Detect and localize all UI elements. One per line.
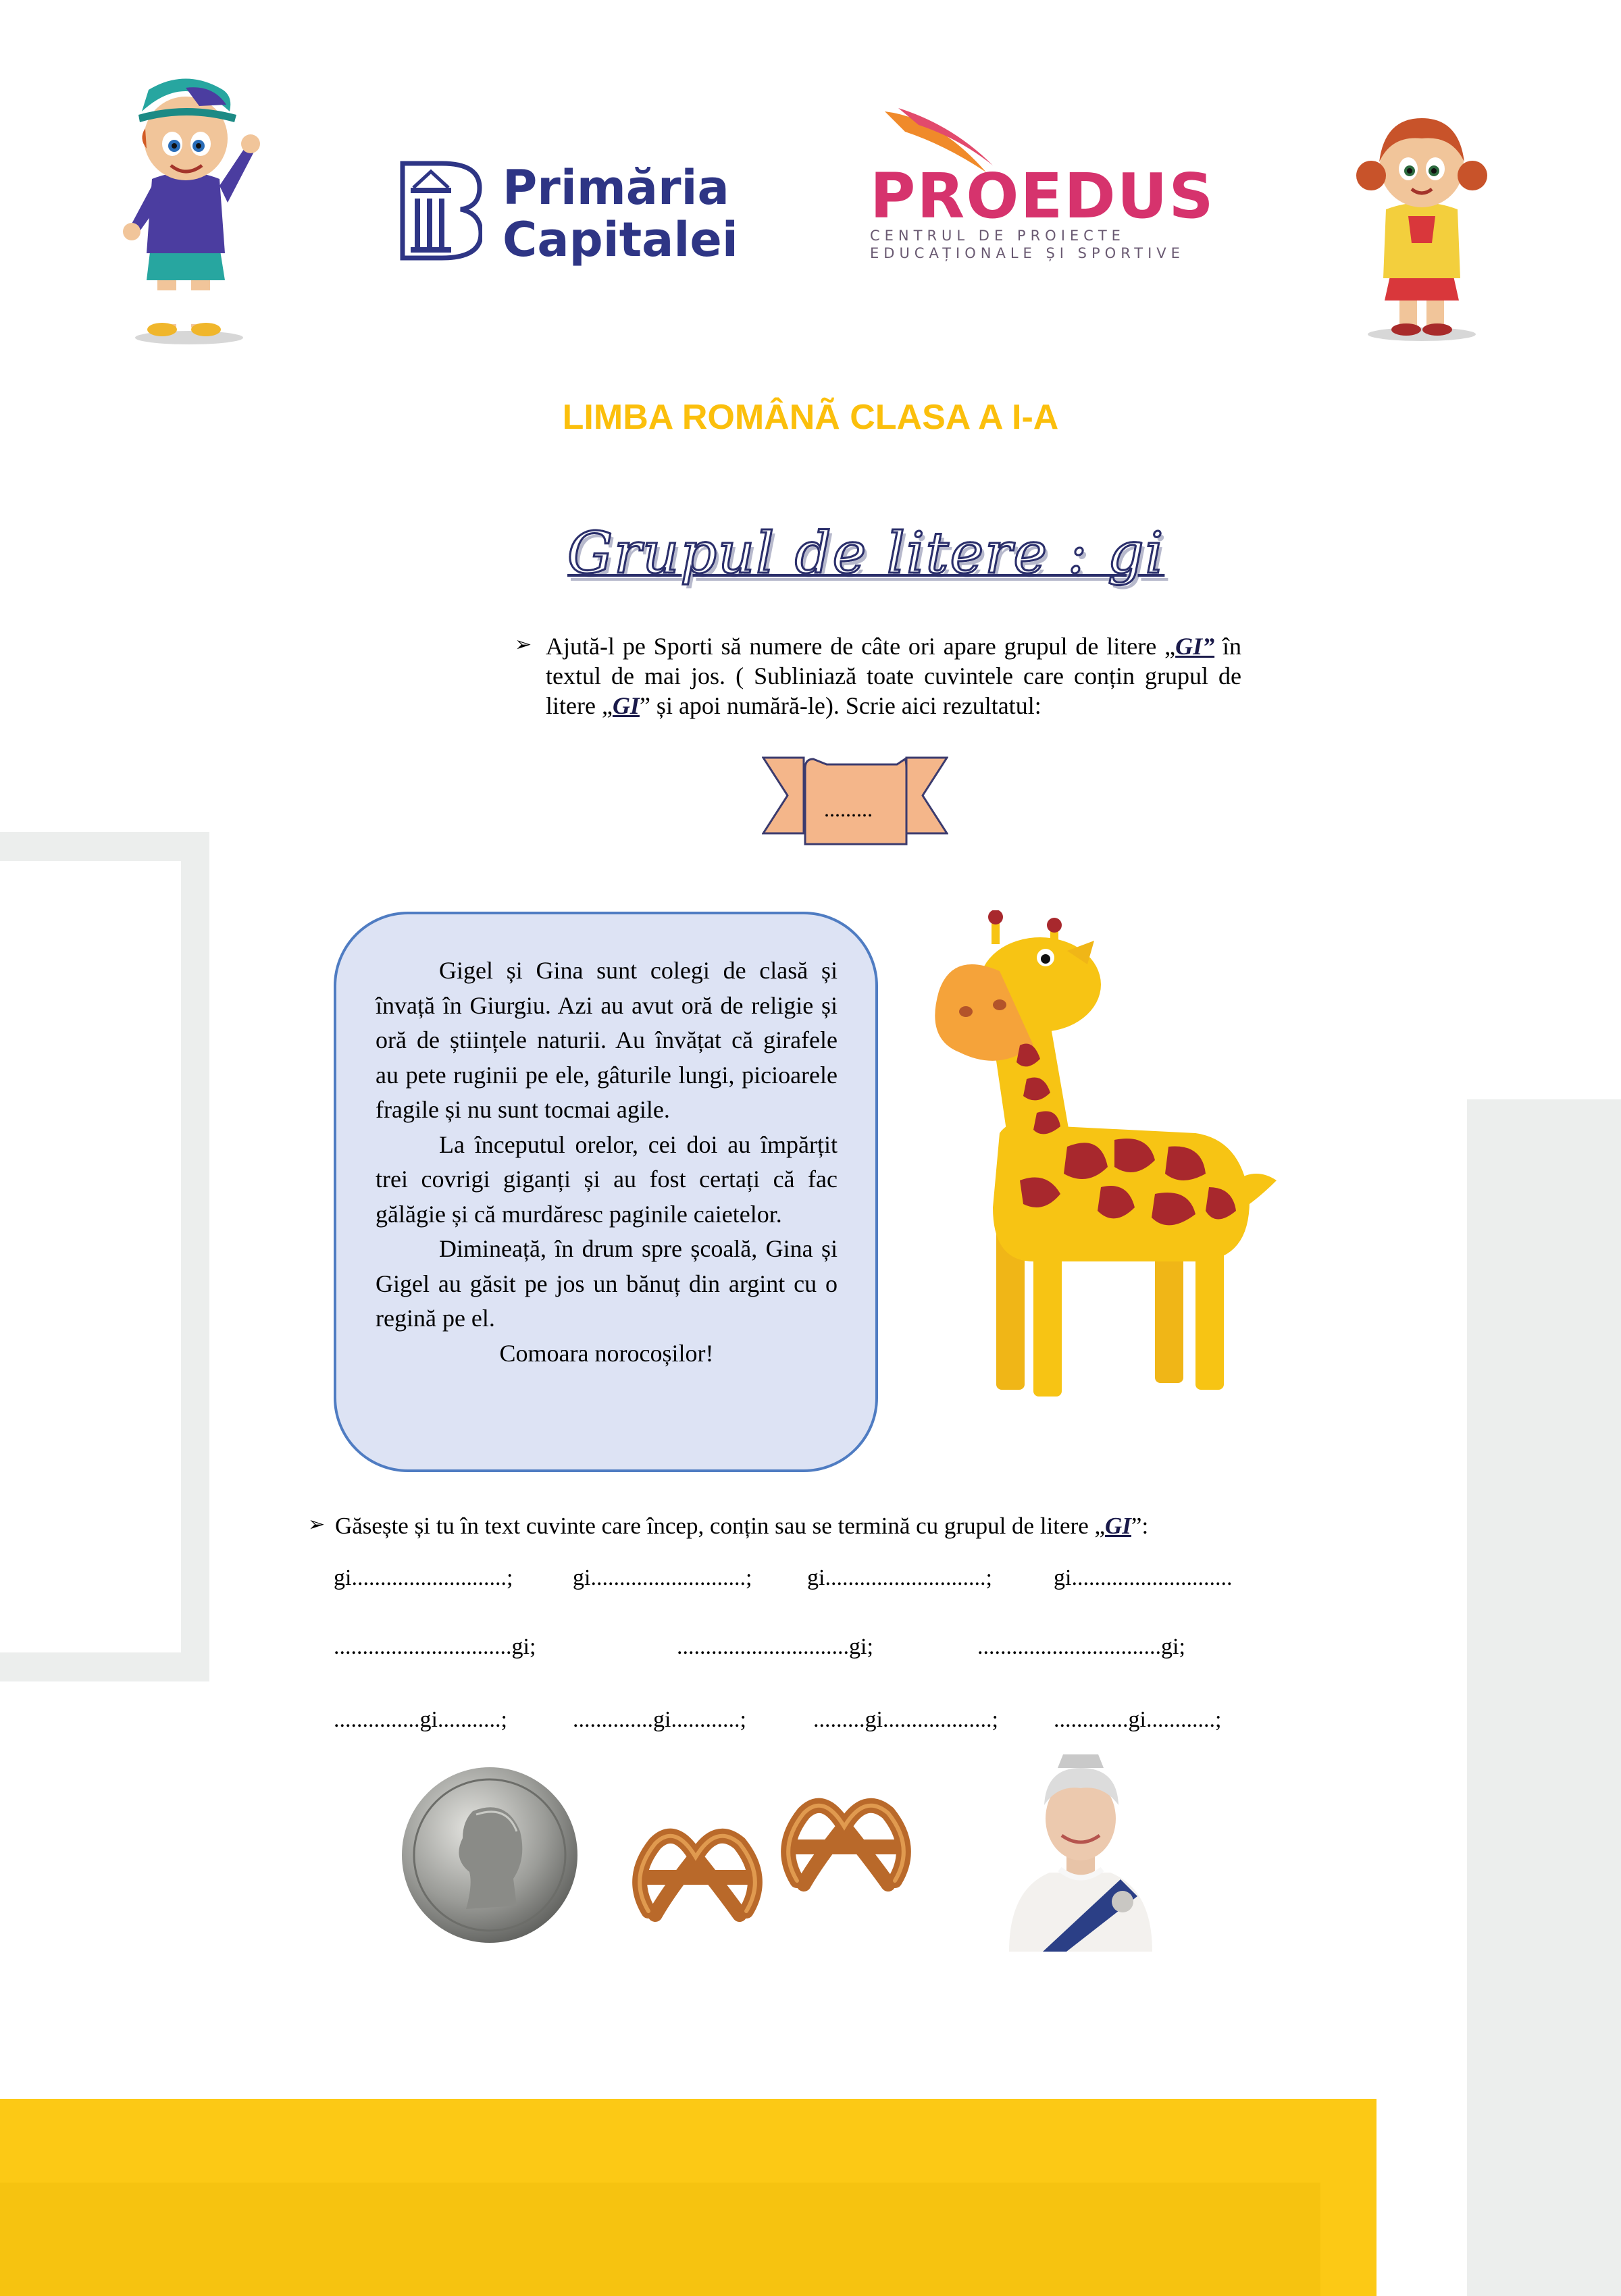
fill-blank-1-3[interactable]: gi............................; [807,1565,992,1590]
arrow-bullet-icon: ➢ [515,633,532,656]
fill-blank-2-3[interactable]: ................................gi; [977,1634,1185,1659]
primaria-capitalei-logo-icon [400,161,482,261]
task2-instruction: Găsește și tu în text cuvinte care încep, conțin sau se termină cu grupul de litere „GI”: [335,1513,1149,1539]
fill-blank-1-1[interactable]: gi...........................; [334,1565,513,1590]
story-closing: Comoara norocoșilor! [499,1339,714,1367]
lesson-title: Grupul de litere : gi [567,520,1165,586]
fill-blank-1-4[interactable]: gi............................ [1054,1565,1233,1590]
fill-blank-3-4[interactable]: .............gi............; [1054,1707,1222,1732]
story-paragraph-1: Gigel și Gina sunt colegi de clasă și învață în Giurgiu. Azi au avut oră de religie și oră de științele naturii. Au învățat că girafele au pete ruginii pe ele, gâturile lungi, picioarele fragile și nu sunt tocmai agile. [376,957,838,1123]
pretzel-image-2 [777,1766,919,1901]
proedus-logo-text: PROEDUS [870,160,1215,232]
story-paragraph-2: La începutul orelor, cei doi au împărțit trei covrigi giganți și au fost certați că fac gălăgie și că murdăresc paginile caietelor. [376,1130,838,1228]
story-paragraph-3: Dimineață, în drum spre școală, Gina și Gigel au găsit pe jos un bănuț din argint cu o regină pe el. [376,1235,838,1332]
primaria-capitalei-line2: Capitalei [503,212,738,267]
proedus-subtitle-line1: CENTRUL DE PROIECTE [870,228,1125,244]
boy-mascot-illustration [111,64,260,348]
page-title: LIMBA ROMÂNÃ CLASA A I-A [562,398,1059,437]
fill-blank-3-3[interactable]: .........gi...................; [813,1707,998,1732]
silver-coin-image [398,1764,581,1946]
arrow-bullet-icon-2: ➢ [308,1513,326,1536]
fill-blank-2-1[interactable]: ...............................gi; [334,1634,536,1659]
queen-photo-image [1002,1741,1159,1952]
task1-instruction: Ajută-l pe Sporti să numere de câte ori apare grupul de litere „GI” în textul de mai jos. ( Subliniază toate cuvintele care conțin grupul de litere „GI” și apoi numără-le). Scrie aici rezultatul: [546,633,1241,719]
decorative-frame-right [1467,1099,1621,2296]
fill-blank-3-1[interactable]: ...............gi...........; [334,1707,507,1732]
answer-placeholder[interactable]: ......... [824,797,873,821]
decorative-frame-left-inner [0,861,181,1652]
giraffe-illustration [898,910,1290,1403]
proedus-subtitle-line2: EDUCAȚIONALE ȘI SPORTIVE [870,245,1185,261]
primaria-capitalei-line1: Primăria [503,160,729,215]
girl-mascot-illustration [1344,101,1499,344]
fill-blank-2-2[interactable]: ..............................gi; [677,1634,873,1659]
fill-blank-3-2[interactable]: ..............gi............; [573,1707,746,1732]
footer-yellow-bar-inner [0,2183,1320,2296]
story-text [376,954,838,1371]
fill-blank-1-2[interactable]: gi...........................; [573,1565,752,1590]
pretzel-image-1 [628,1796,770,1931]
